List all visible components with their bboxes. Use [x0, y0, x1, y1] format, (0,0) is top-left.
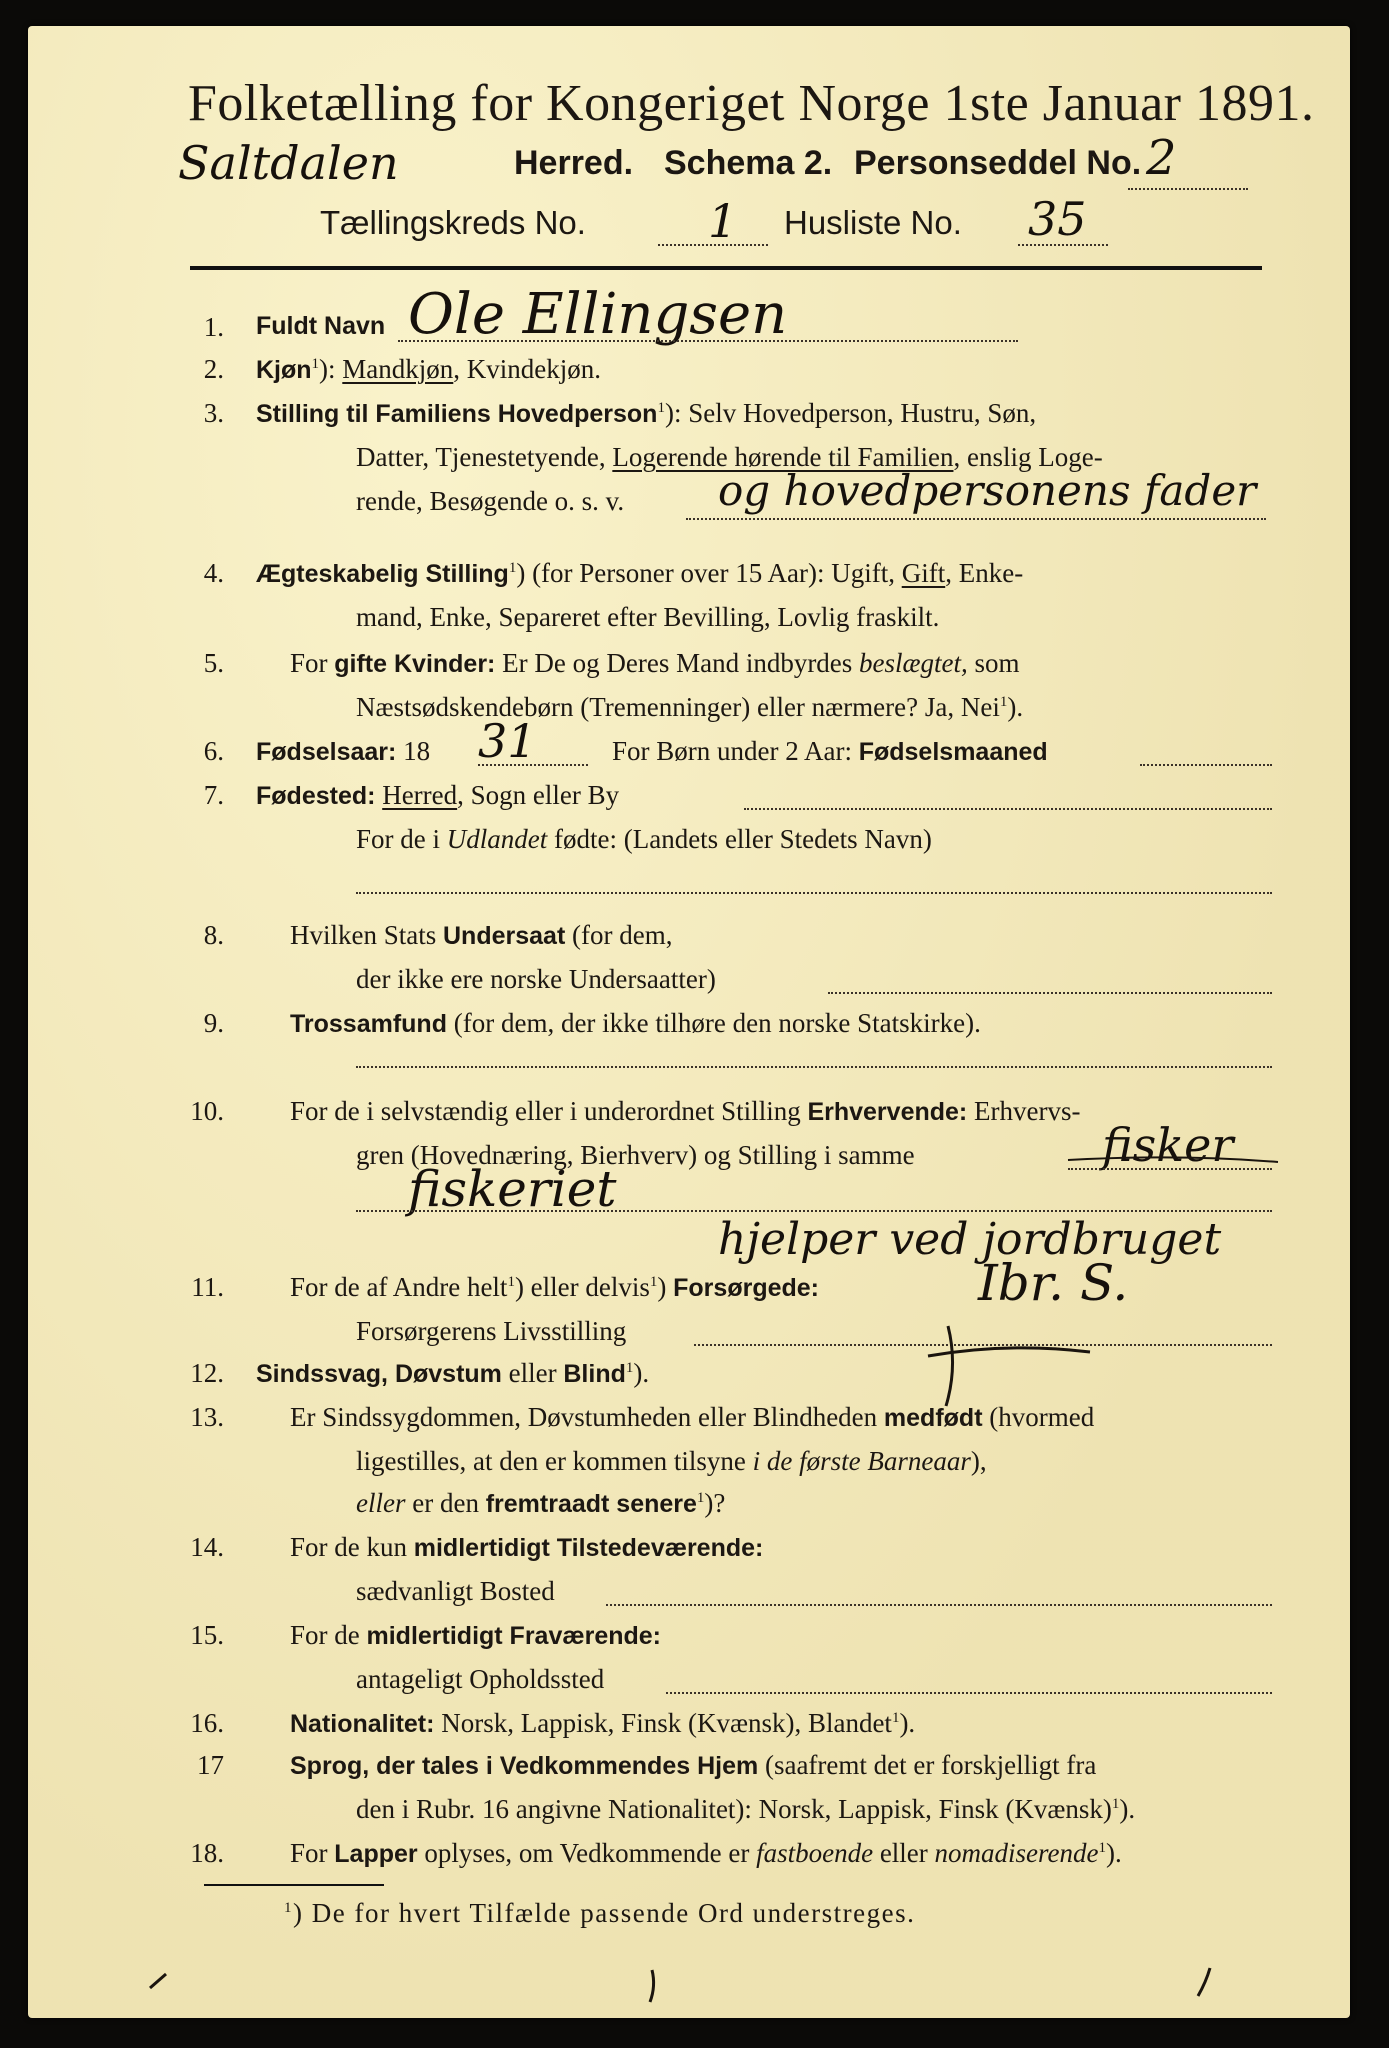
q8-label: Undersaat: [443, 922, 566, 950]
q18-nomadiserende: nomadiserende: [934, 1838, 1099, 1868]
q5-sup: 1: [999, 694, 1008, 710]
q3-option-logerende: Logerende hørende til Familien: [612, 442, 954, 472]
q16-label: Nationalitet:: [290, 1710, 435, 1738]
q17-label: Sprog, der tales i Vedkommendes Hjem: [290, 1752, 759, 1780]
q16-sup: 1: [891, 1710, 900, 1726]
q2-rest: , Kvindekjøn.: [453, 354, 602, 384]
q10-text1a: For de i selvstændig eller i underordnet Stilling: [290, 1096, 808, 1126]
q13-text3d: )?: [704, 1488, 726, 1518]
q10-number: 10.: [190, 1096, 224, 1126]
q5-text1e: som: [967, 648, 1020, 678]
pen-mark-left: [150, 1974, 166, 1988]
q17-sup: 1: [1111, 1796, 1120, 1812]
q5-text1c: Er De og Deres Mand indbyrdes: [495, 648, 860, 678]
q11-sup2: 1: [649, 1274, 658, 1290]
q16-end: ).: [899, 1708, 916, 1738]
q18-end: ).: [1106, 1838, 1122, 1868]
q17-end: ).: [1119, 1794, 1136, 1824]
q15-text1a: For de: [290, 1620, 367, 1650]
q18-sup: 1: [1098, 1840, 1106, 1856]
q12-label2: Blind: [563, 1360, 626, 1388]
q10-answer-fiskeriet: fiskeriet: [408, 1160, 617, 1218]
q18-number: 18.: [190, 1838, 224, 1868]
q10-label: Erhvervende:: [807, 1098, 968, 1126]
q5-text2: Næstsødskendebørn (Tremenninger) eller nærmere? Ja, Nei: [356, 692, 1000, 722]
q9-label: Trossamfund: [290, 1010, 447, 1038]
census-form-sheet: [28, 26, 1350, 2018]
q4-option-gift: Gift: [901, 558, 946, 588]
q5-label: gifte Kvinder:: [334, 650, 496, 678]
footnote-text: ) De for hvert Tilfælde passende Ord understreges.: [293, 1898, 916, 1928]
q11-text1b: ) eller delvis: [514, 1272, 650, 1302]
q13-text3b: er den: [405, 1488, 486, 1518]
q10-underline-stroke: [1068, 1157, 1278, 1162]
q18-text1a: For: [290, 1838, 335, 1868]
q12-end: ).: [633, 1358, 650, 1388]
q6-label2: Fødselsmaaned: [858, 738, 1048, 766]
q15-label: midlertidigt Fraværende:: [366, 1622, 661, 1650]
pen-mark-right: [1198, 1968, 1210, 1996]
q3-text2b: , enslig Loge-: [953, 442, 1103, 472]
herred-answer: Saltdalen: [178, 136, 399, 190]
q18-text1c: oplyses, om Vedkommende er: [417, 1838, 757, 1868]
q17-text2: den i Rubr. 16 angivne Nationalitet): Norsk, Lappisk, Finsk (Kvænsk): [356, 1794, 1112, 1824]
kreds-label: Tællingskreds No.: [320, 204, 586, 241]
q3-answer: og hovedpersonens fader: [718, 466, 1257, 515]
q5-number: 5.: [203, 648, 224, 678]
q13-number: 13.: [190, 1402, 224, 1432]
q4-line2: mand, Enke, Separeret efter Bevilling, Lovlig fraskilt.: [356, 602, 940, 632]
q12-label: Sindssvag, Døvstum: [256, 1360, 502, 1388]
q18-fastboende: fastboende: [756, 1838, 874, 1868]
pen-marks: [28, 26, 1350, 2018]
q4-sup: 1: [508, 560, 517, 576]
q3-number: 3.: [203, 398, 224, 428]
q5-text2end: ).: [1007, 692, 1024, 722]
q5-text1a: For: [290, 648, 335, 678]
q2-sup: 1: [311, 356, 320, 372]
q11-line2: Forsørgerens Livsstilling: [356, 1316, 627, 1346]
q2-number: 2.: [203, 354, 224, 384]
q10-line2: gren (Hovednæring, Bierhverv) og Stilling i samme: [356, 1140, 915, 1170]
q9-rest: (for dem, der ikke tilhøre den norske Statskirke).: [446, 1008, 981, 1038]
q14-number: 14.: [190, 1532, 224, 1562]
q6-label: Fødselsaar:: [256, 738, 397, 766]
q7-option-herred: Herred: [382, 780, 458, 810]
q11-text1c: ): [657, 1272, 674, 1302]
q11-answer: Ibr. S.: [978, 1254, 1129, 1312]
q13-text1c: (hvormed: [982, 1402, 1095, 1432]
q11-number: 11.: [191, 1272, 224, 1302]
q7-text2a: For de i: [356, 824, 447, 854]
q3-text2a: Datter, Tjenestetyende,: [356, 442, 613, 472]
schema-label: Schema 2.: [664, 144, 833, 182]
q7-label: Fødested:: [256, 782, 376, 810]
q7-text2c: fødte: (Landets eller Stedets Navn): [547, 824, 932, 854]
q6-mid: For Børn under 2 Aar:: [612, 736, 859, 766]
form-title: Folketælling for Kongeriget Norge 1ste Januar 1891.: [188, 75, 1315, 132]
q1-answer: Ole Ellingsen: [408, 282, 788, 347]
q12-sup: 1: [625, 1360, 634, 1376]
q10-answer-fisker: fisker: [1102, 1118, 1234, 1172]
q15-line2: antageligt Opholdssted: [356, 1664, 605, 1694]
husliste-label: Husliste No.: [784, 204, 962, 241]
q2-colon: ):: [319, 354, 343, 384]
q3-line3: rende, Besøgende o. s. v.: [356, 486, 625, 516]
q4-text1a: ) (for Personer over 15 Aar): Ugift,: [516, 558, 902, 588]
q16-rest: Norsk, Lappisk, Finsk (Kvænsk), Blandet: [434, 1708, 892, 1738]
q4-label: Ægteskabelig Stilling: [256, 560, 509, 588]
q3-label: Stilling til Familiens Hovedperson: [256, 400, 658, 428]
personseddel-answer: 2: [1146, 130, 1177, 186]
q13-senere: fremtraadt senere: [485, 1490, 697, 1518]
q8-text1c: (for dem,: [565, 920, 673, 950]
q3-text1: ): Selv Hovedperson, Hustru, Søn,: [664, 398, 1037, 428]
q8-line2: der ikke ere norske Undersaatter): [356, 964, 716, 994]
kreds-answer: 1: [708, 194, 738, 248]
q6-prefix: 18: [396, 736, 431, 766]
q4-number: 4.: [203, 558, 224, 588]
q5-beslaegtet: beslægtet,: [859, 648, 968, 678]
q13-text2a: ligestilles, at den er kommen tilsyne: [356, 1446, 753, 1476]
q13-text1a: Er Sindssygdommen, Døvstumheden eller Blindheden: [290, 1402, 884, 1432]
pen-mark-center: [650, 1970, 654, 2002]
q15-number: 15.: [190, 1620, 224, 1650]
q6-answer: 31: [478, 714, 537, 768]
footnote-sup: 1: [284, 1900, 293, 1916]
q13-barneaar: i de første Barneaar: [752, 1446, 971, 1476]
q13-eller: eller: [356, 1488, 406, 1518]
q17-number: 17: [197, 1750, 224, 1780]
q9-number: 9.: [203, 1008, 224, 1038]
q10-answer-hjelper: hjelper ved jordbruget: [718, 1214, 1222, 1265]
q2-label: Kjøn: [256, 356, 312, 384]
q14-label: midlertidigt Tilstedeværende:: [413, 1534, 764, 1562]
q12-ink-stroke: [928, 1326, 1090, 1406]
herred-label: Herred.: [514, 144, 634, 182]
q11-sup1: 1: [507, 1274, 515, 1290]
q13-text2c: ),: [970, 1446, 987, 1476]
q4-text1b: , Enke-: [945, 558, 1024, 588]
q12-number: 12.: [190, 1358, 224, 1388]
q7-number: 7.: [203, 780, 224, 810]
q17-rest: (saafremt det er forskjelligt fra: [758, 1750, 1097, 1780]
q2-option-mandkjon: Mandkjøn: [342, 354, 454, 384]
q8-text1a: Hvilken Stats: [290, 920, 443, 950]
q8-number: 8.: [203, 920, 224, 950]
q1-number: 1.: [203, 312, 224, 342]
q16-number: 16.: [190, 1708, 224, 1738]
personseddel-label: Personseddel No.: [854, 144, 1142, 182]
husliste-answer: 35: [1028, 192, 1087, 246]
q11-text1a: For de af Andre helt: [290, 1272, 508, 1302]
q3-sup: 1: [657, 400, 665, 416]
q18-text1e: eller: [873, 1838, 935, 1868]
q6-number: 6.: [203, 736, 224, 766]
q10-text1c: Erhvervs-: [967, 1096, 1081, 1126]
q14-line2: sædvanligt Bosted: [356, 1576, 555, 1606]
q13-medfodt: medfødt: [883, 1404, 983, 1432]
q7-rest: , Sogn eller By: [457, 780, 620, 810]
q18-label: Lapper: [334, 1840, 418, 1868]
q1-label: Fuldt Navn: [256, 312, 386, 340]
q14-text1a: For de kun: [290, 1532, 414, 1562]
q12-mid: eller: [501, 1358, 564, 1388]
q11-label: Forsørgede:: [673, 1274, 819, 1302]
q13-sup: 1: [696, 1490, 705, 1506]
q7-udlandet: Udlandet: [446, 824, 548, 854]
